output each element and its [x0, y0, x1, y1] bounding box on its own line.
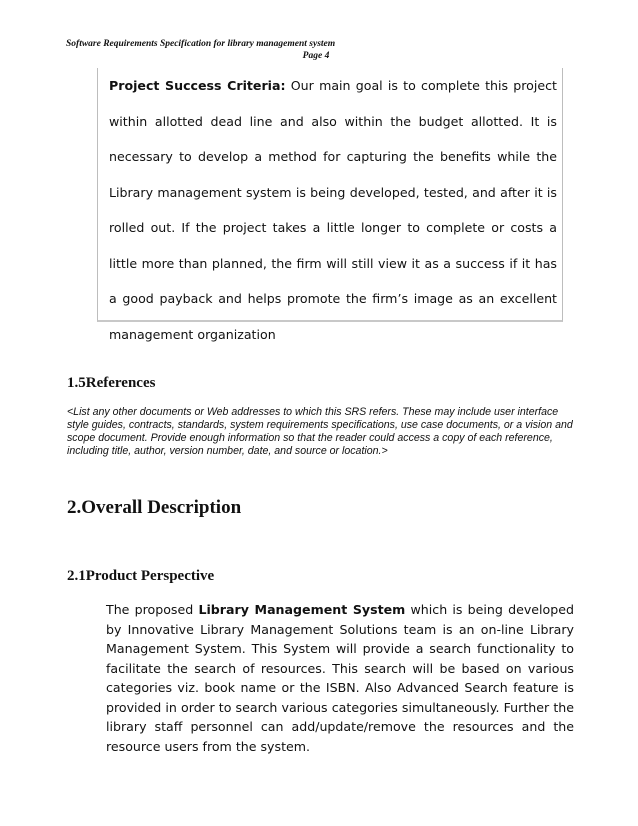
header-title: Software Requirements Specification for library management system [66, 39, 336, 49]
page-number: Page 4 [302, 51, 330, 61]
overall-description-heading: 2.Overall Description [67, 497, 242, 518]
system-name: Library Management System [198, 602, 406, 617]
perspective-text-start: The proposed [106, 602, 199, 617]
success-criteria-body: Our main goal is to complete this project within allotted dead line and also within the budget allotted. It is necessary to develop a method for capturing the benefits while the Library management system is being developed, tested, and after it is rolled out. If the project takes a little longer to complete or costs a little more than planned, the firm will still view it as a success if it has a good payback and helps promote the firm’s image as an excellent management organization [109, 78, 557, 342]
product-perspective-text [106, 600, 574, 756]
success-criteria-box [97, 68, 563, 342]
perspective-text-end: which is being developed by Innovative Library Management Solutions team is an on-line Library Management System. This System will provide a search functionality to facilitate the search of resources. This search will be based on various categories viz. book name or the ISBN. Also Advanced Search feature is provided in order to search various categories simultaneously. Further the library staff personnel can add/update/remove the resources and the resource users from the system. [106, 602, 574, 754]
product-perspective-heading: 2.1Product Perspective [67, 568, 215, 584]
success-criteria-label: Project Success Criteria: [109, 78, 286, 93]
success-criteria-text [109, 68, 557, 352]
references-text: <List any other documents or Web addresses to which this SRS refers. These may include user interface style guides, contracts, standards, system requirements specifications, use case documents, or a vision and scope document. Provide enough information so that the reader could access a copy of each reference, including title, author, version number, date, and source or location.> [67, 406, 573, 457]
page-header [66, 38, 566, 62]
references-heading: 1.5References [67, 375, 156, 391]
